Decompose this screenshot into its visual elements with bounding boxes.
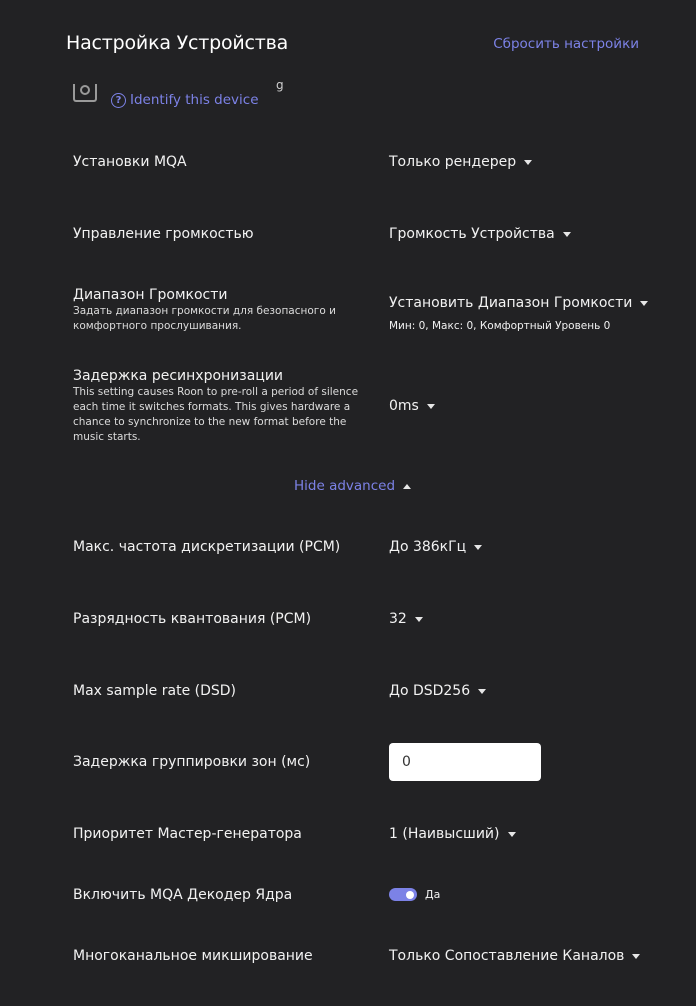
- setting-label: Max sample rate (DSD): [73, 683, 237, 699]
- caret-down-icon: [640, 301, 648, 306]
- caret-down-icon: [415, 617, 423, 622]
- dropdown-value: Установить Диапазон Громкости: [389, 295, 633, 311]
- mqa-core-toggle[interactable]: [389, 888, 440, 901]
- caret-down-icon: [524, 160, 532, 165]
- hide-advanced-link[interactable]: [294, 478, 411, 494]
- page-title: Настройка Устройства: [66, 32, 289, 54]
- dropdown-value: 1 (Наивысший): [389, 826, 500, 842]
- caret-down-icon: [474, 545, 482, 550]
- bit-depth-dropdown[interactable]: [389, 611, 423, 627]
- question-circle-icon: ?: [111, 93, 126, 108]
- caret-down-icon: [632, 954, 640, 959]
- mqa-dropdown[interactable]: [389, 154, 532, 170]
- setting-label: Задержка ресинхронизации: [73, 368, 284, 384]
- caret-down-icon: [478, 689, 486, 694]
- volume-control-dropdown[interactable]: [389, 226, 571, 242]
- toggle-knob: [406, 891, 414, 899]
- max-pcm-dropdown[interactable]: [389, 539, 482, 555]
- setting-label: Задержка группировки зон (мс): [73, 754, 311, 770]
- caret-down-icon: [508, 832, 516, 837]
- dropdown-value: Только рендерер: [389, 154, 517, 170]
- zone-delay-input[interactable]: 0: [389, 743, 541, 781]
- toggle-switch[interactable]: [389, 888, 417, 901]
- setting-label: Макс. частота дискретизации (PCM): [73, 539, 341, 555]
- multichannel-dropdown[interactable]: [389, 948, 640, 964]
- setting-label: Включить MQA Декодер Ядра: [73, 887, 293, 903]
- clock-priority-dropdown[interactable]: [389, 826, 516, 842]
- setting-description: This setting causes Roon to pre-roll a period of silence each time it switches formats. This gives hardware a chance to synchronize to the new format before the music starts.: [73, 386, 359, 443]
- identify-device-label: Identify this device: [130, 92, 259, 108]
- dropdown-value: До DSD256: [389, 683, 471, 699]
- dropdown-value: 0ms: [389, 398, 419, 414]
- identify-device-link[interactable]: [111, 92, 259, 108]
- dropdown-value: Громкость Устройства: [389, 226, 555, 242]
- setting-label: Приоритет Мастер-генератора: [73, 826, 302, 842]
- max-dsd-dropdown[interactable]: [389, 683, 486, 699]
- dropdown-value: Только Сопоставление Каналов: [389, 948, 625, 964]
- caret-down-icon: [563, 232, 571, 237]
- setting-label: Разрядность квантования (PCM): [73, 611, 312, 627]
- volume-range-summary: Мин: 0, Макс: 0, Комфортный Уровень 0: [389, 320, 611, 332]
- setting-label: Многоканальное микширование: [73, 948, 313, 964]
- advanced-toggle-label: Hide advanced: [294, 478, 396, 494]
- device-icon: [73, 84, 97, 102]
- resync-delay-dropdown[interactable]: [389, 398, 435, 414]
- device-name-partial: g: [276, 78, 284, 92]
- toggle-label: Да: [425, 888, 441, 901]
- setting-description: Задать диапазон громкости для безопасного и комфортного прослушивания.: [73, 305, 336, 332]
- setting-label: Диапазон Громкости: [73, 287, 228, 303]
- dropdown-value: 32: [389, 611, 407, 627]
- setting-label: Управление громкостью: [73, 226, 254, 242]
- dropdown-value: До 386кГц: [389, 539, 467, 555]
- caret-up-icon: [403, 484, 411, 489]
- caret-down-icon: [427, 404, 435, 409]
- setting-label: Установки MQA: [73, 154, 187, 170]
- volume-range-dropdown[interactable]: [389, 295, 648, 311]
- reset-settings-button[interactable]: Сбросить настройки: [493, 36, 639, 52]
